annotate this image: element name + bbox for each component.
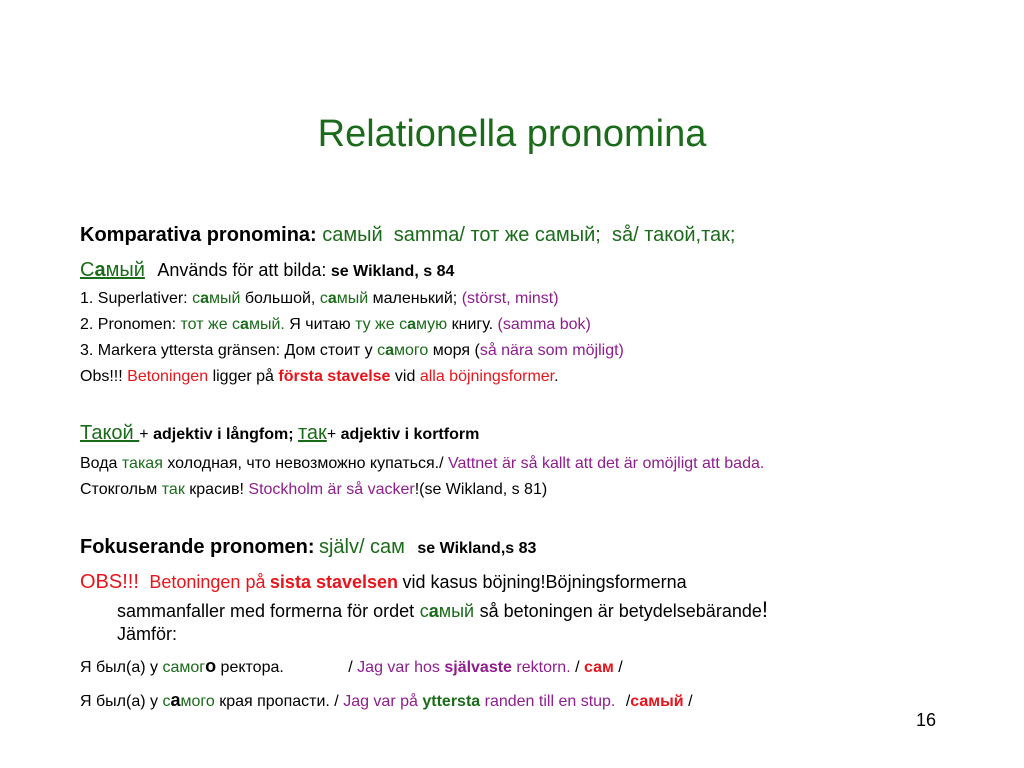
- cmp2-h: самый: [630, 693, 684, 710]
- cmp1-a: Я был(а) у: [80, 659, 158, 676]
- obs2-line2: [117, 598, 768, 623]
- takoj-word: Такой: [80, 422, 140, 444]
- takoj-plus1: +: [139, 426, 149, 443]
- cmp2-b2: а: [170, 690, 181, 710]
- cmp1-e: Jag var hos: [357, 659, 440, 676]
- cmp1-g: rektorn.: [516, 659, 571, 676]
- cmp1-h: /: [575, 659, 580, 676]
- cmp1-d: /: [348, 659, 353, 676]
- cmp2-e: yttersta: [422, 693, 481, 710]
- cmp2-b3: мого: [180, 693, 215, 710]
- obs1-d: vid: [394, 368, 416, 385]
- item1-a1: с: [192, 290, 201, 307]
- obs2-w2: а: [428, 601, 439, 621]
- samyj-used: Används för att bilda:: [157, 260, 327, 280]
- ex1-b: такая: [121, 455, 163, 472]
- samyj-w1: С: [80, 259, 95, 281]
- item3-a2: а: [385, 342, 395, 359]
- item-pronomen: [80, 314, 591, 336]
- focus-line: [80, 536, 536, 560]
- obs2-excl: !: [761, 597, 768, 622]
- item2-e: (samma bok): [497, 316, 591, 333]
- ex2-a: Стокгольм: [80, 481, 158, 498]
- item1-a2: а: [200, 290, 209, 307]
- cmp1-i: сам: [584, 659, 614, 676]
- obs1-b: ligger på: [212, 368, 274, 385]
- item3-word: [377, 342, 428, 359]
- item2-a3: мый.: [248, 316, 285, 333]
- focus-label: Fokuserande pronomen:: [80, 536, 315, 558]
- item1-c1: с: [319, 290, 328, 307]
- cmp2-word: [162, 690, 215, 710]
- obs1-a: Betoningen: [127, 368, 209, 385]
- ex2-b: так: [161, 481, 185, 498]
- slide-title: Relationella pronomina: [317, 113, 707, 155]
- item1-e: (störst, minst): [461, 290, 559, 307]
- cmp1-word: [162, 656, 217, 676]
- takoj-adj2: adjektiv i kortform: [340, 426, 480, 443]
- item2-b: Я читаю: [289, 316, 351, 333]
- takoj-adj1: adjektiv i långfom;: [153, 426, 294, 443]
- obs2-b: sista stavelsen: [269, 572, 399, 592]
- compare-line-1: [80, 655, 623, 679]
- compare-line-2: [80, 689, 693, 713]
- comparative-label: Komparativa pronomina:: [80, 224, 317, 246]
- obs2-samyj: [420, 601, 474, 621]
- item2-c2: а: [407, 316, 416, 333]
- samyj-w3: мый: [105, 259, 145, 281]
- comparative-text: самый samma/ тот же самый; så/ такой,так;: [322, 224, 736, 246]
- item1-d: маленький;: [372, 290, 458, 307]
- cmp1-j: /: [618, 659, 623, 676]
- comparative-line: [80, 224, 735, 246]
- tak-word: так: [298, 422, 327, 444]
- item3-pre: 3. Markera yttersta gränsen: Дом стоит у: [80, 342, 373, 359]
- cmp1-c: ректора.: [220, 659, 284, 676]
- cmp1-b1: самог: [162, 659, 206, 676]
- obs2-w1: с: [419, 601, 429, 621]
- cmp1-b2: о: [205, 656, 217, 676]
- page-number: 16: [915, 710, 936, 730]
- takoj-line: [80, 422, 479, 446]
- item2-c3: мую: [415, 316, 448, 333]
- item3-a3: мого: [394, 342, 429, 359]
- item1-word-a: [192, 290, 240, 307]
- focus-text: själv/ сам: [318, 536, 405, 558]
- ex1-a: Вода: [80, 455, 118, 472]
- item1-a3: мый: [208, 290, 241, 307]
- ex1-c: холодная, что невозможно купаться./: [167, 455, 444, 472]
- focus-ref: se Wikland,s 83: [417, 540, 537, 557]
- samyj-ref: se Wikland, s 84: [330, 263, 455, 280]
- item2-c1: ту же с: [355, 316, 408, 333]
- samyj-line: [80, 259, 454, 283]
- obs2-line2b: så betoningen är betydelsebärande: [479, 601, 762, 621]
- obs1-c: första stavelse: [278, 368, 391, 385]
- obs1-pre: Obs!!!: [80, 368, 123, 385]
- obs1-f: .: [554, 368, 559, 385]
- obs2-a: Betoningen på: [149, 572, 266, 592]
- item2-word-a: [181, 316, 285, 333]
- cmp2-b1: с: [162, 693, 171, 710]
- obs2-line3: [117, 622, 177, 646]
- cmp2-a: Я был(а) у: [80, 693, 158, 710]
- obs2-pre: OBS!!!: [80, 571, 139, 593]
- ex2-e: !(se Wikland, s 81): [414, 481, 548, 498]
- ex2-c: красив!: [189, 481, 244, 498]
- item2-a2: а: [240, 316, 249, 333]
- obs2-c: vid kasus böjning!Böjningsformerna: [402, 572, 687, 592]
- item2-pre: 2. Pronomen:: [80, 316, 177, 333]
- ex1-d: Vattnet är så kallt att det är omöjligt att bada.: [447, 455, 765, 472]
- cmp1-f: självaste: [444, 659, 512, 676]
- obs1-e: alla böjningsformer: [419, 368, 555, 385]
- cmp2-g: /: [625, 693, 631, 710]
- cmp2-i: /: [688, 693, 693, 710]
- obs2-jamfor: Jämför:: [117, 624, 178, 644]
- takoj-plus2: +: [326, 426, 337, 443]
- item1-c3: мый: [336, 290, 369, 307]
- ex2-d: Stockholm är så vacker: [248, 481, 415, 498]
- obs2-line: [80, 571, 687, 595]
- item3-a1: с: [377, 342, 386, 359]
- item3-b: моря (: [432, 342, 480, 359]
- obs2-line2a: sammanfaller med formerna för ordet: [117, 601, 415, 621]
- item2-a1: тот же с: [180, 316, 241, 333]
- cmp2-d: Jag var på: [343, 693, 418, 710]
- obs-line: [80, 366, 559, 388]
- item2-d: книгу.: [451, 316, 494, 333]
- item1-pre: 1. Superlativer:: [80, 290, 188, 307]
- example-stockholm: [80, 479, 547, 501]
- item3-c: så nära som möjligt): [479, 342, 624, 359]
- item1-word-c: [320, 290, 368, 307]
- cmp2-f: randen till en stup.: [484, 693, 616, 710]
- example-voda: [80, 453, 764, 475]
- samyj-stress: а: [94, 259, 106, 281]
- item-markera: [80, 340, 624, 362]
- item-superlatives: [80, 288, 559, 310]
- cmp2-c: края пропасти. /: [219, 693, 339, 710]
- item1-c2: а: [327, 290, 337, 307]
- obs2-w3: мый: [438, 601, 475, 621]
- item2-word-c: [355, 316, 447, 333]
- item1-b: большой,: [244, 290, 316, 307]
- samyj-word: [80, 259, 145, 281]
